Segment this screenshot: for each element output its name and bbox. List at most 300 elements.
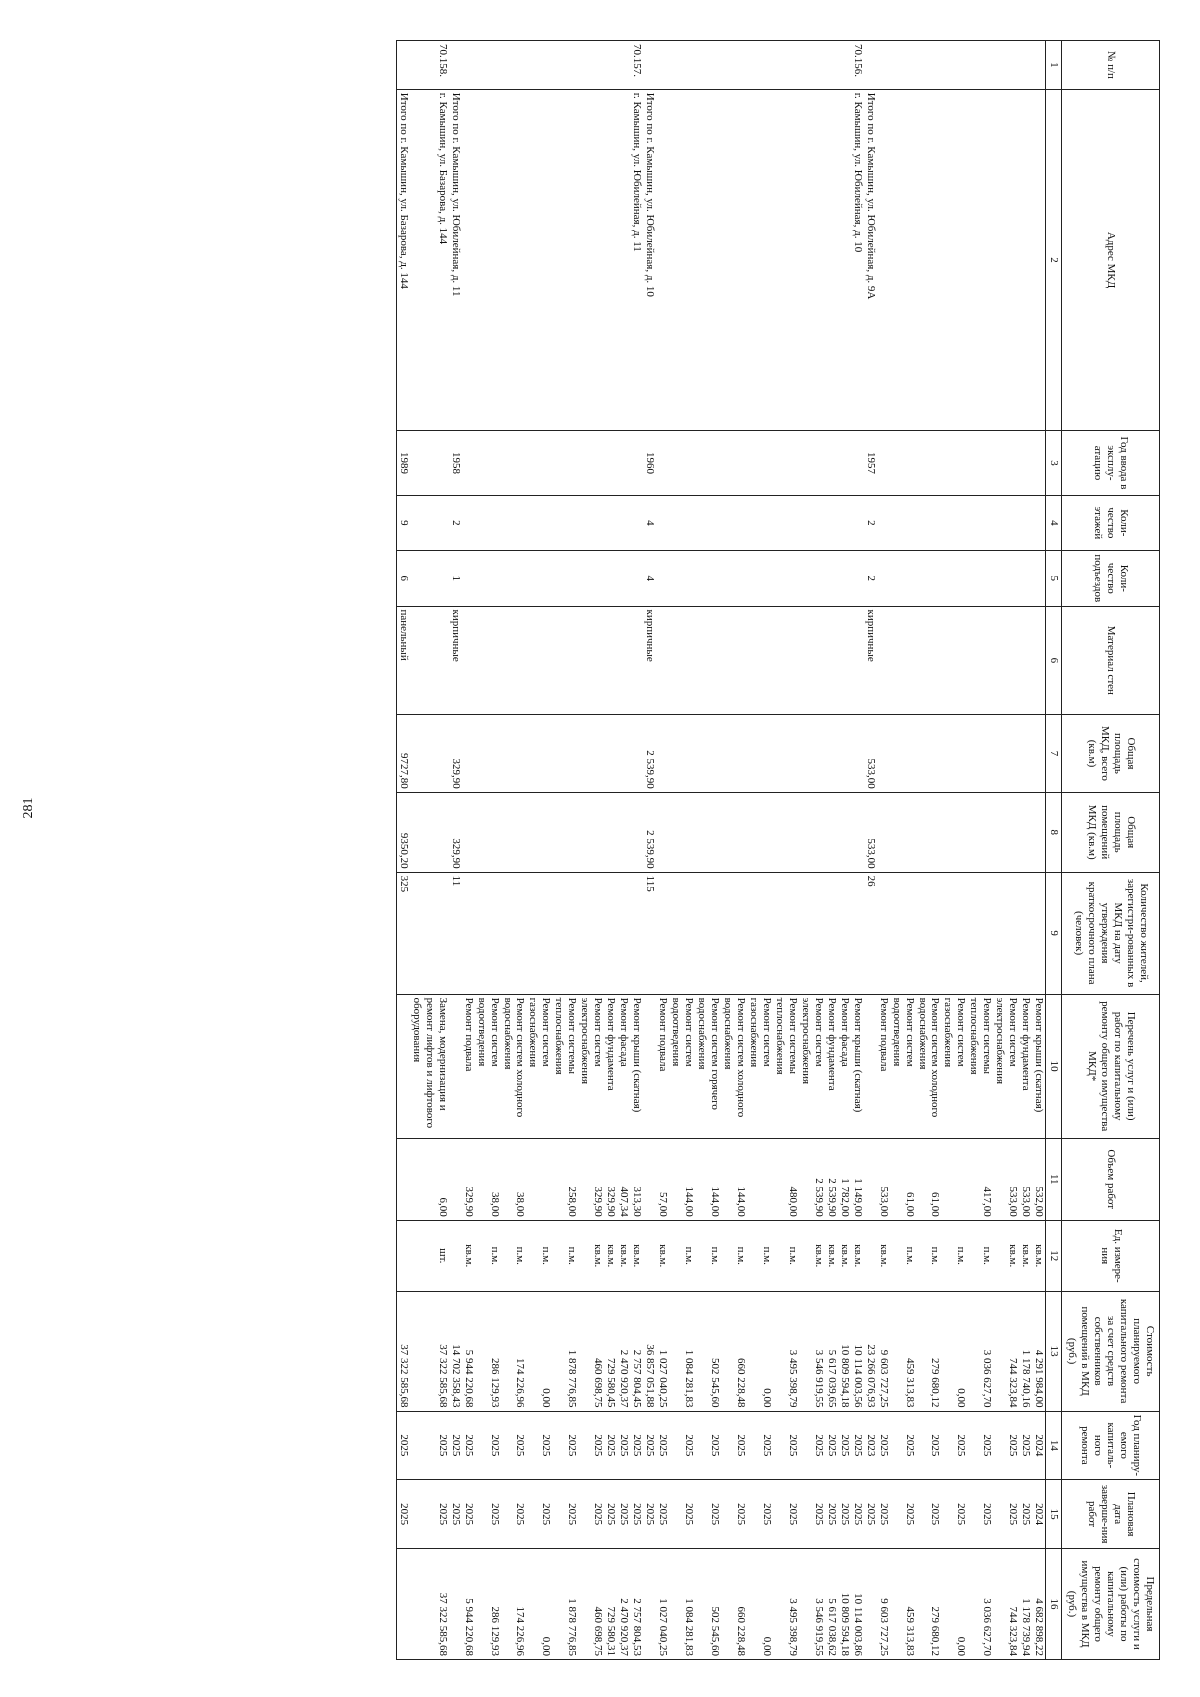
table-cell-col14: 2025 xyxy=(916,1411,942,1480)
table-cell-col16: 1 027 040,25 xyxy=(656,1549,669,1660)
table-cell-col14: 2025 xyxy=(656,1411,669,1480)
column-number: 11 xyxy=(1046,1138,1062,1220)
table-cell-col13: 0,00 xyxy=(527,1291,553,1411)
table-cell-col15: 2024 xyxy=(1032,1480,1045,1549)
table-cell-col1 xyxy=(552,41,578,90)
table-cell-col13: 286 129,93 xyxy=(475,1291,501,1411)
column-number: 1 xyxy=(1046,41,1062,90)
table-cell-col13: 660 228,48 xyxy=(721,1291,747,1411)
table-row xyxy=(475,41,501,1660)
table-cell-col1 xyxy=(449,41,462,90)
table-cell-col11: 144,00 xyxy=(695,1138,721,1220)
table-cell-col13: 729 580,45 xyxy=(604,1291,617,1411)
column-number: 4 xyxy=(1046,495,1062,550)
table-cell-col16: 2 757 804,53 xyxy=(630,1549,643,1660)
table-cell-col12: п.м. xyxy=(527,1220,553,1291)
table-cell-col3: 1989 xyxy=(396,431,409,495)
table-cell-col6 xyxy=(1032,606,1045,715)
table-cell-col7 xyxy=(669,715,695,793)
table-cell-col11 xyxy=(864,1138,877,1220)
table-cell-col9 xyxy=(942,872,968,994)
table-cell-col13: 10 809 594,18 xyxy=(838,1291,851,1411)
table-cell-col8 xyxy=(1032,792,1045,872)
table-cell-col8 xyxy=(475,792,501,872)
table-cell-col5 xyxy=(721,551,747,606)
table-cell-col8 xyxy=(578,792,604,872)
table-cell-col11: 144,00 xyxy=(669,1138,695,1220)
column-header: Количество жителей, зарегистри-рованных в МКД на дату утверждения краткосрочного плана (человек) xyxy=(1062,872,1160,994)
table-cell-col12: п.м. xyxy=(669,1220,695,1291)
table-cell-col8 xyxy=(890,792,916,872)
table-cell-col9 xyxy=(967,872,993,994)
column-number: 10 xyxy=(1046,994,1062,1138)
table-cell-col16: 3 036 627,70 xyxy=(967,1549,993,1660)
table-cell-col6: кирпичные xyxy=(643,606,656,715)
table-cell-col16: 279 680,12 xyxy=(916,1549,942,1660)
table-cell-col12 xyxy=(396,1220,409,1291)
table-cell-col4: 4 xyxy=(643,495,656,550)
table-cell-col14: 2025 xyxy=(993,1411,1019,1480)
table-cell-col13: 459 313,83 xyxy=(890,1291,916,1411)
table-cell-col10: Ремонт систем горячего водоснабжения xyxy=(695,994,721,1138)
table-cell-col15: 2025 xyxy=(942,1480,968,1549)
table-cell-col10 xyxy=(396,994,409,1138)
table-cell-col1 xyxy=(799,41,825,90)
table-cell-col9 xyxy=(475,872,501,994)
table-cell-col4 xyxy=(578,495,604,550)
table-row xyxy=(967,41,993,1660)
table-cell-col16: 10 809 594,18 xyxy=(838,1549,851,1660)
table-row xyxy=(656,41,669,1660)
table-cell-col15: 2025 xyxy=(501,1480,527,1549)
table-cell-col14: 2025 xyxy=(825,1411,838,1480)
table-cell-col14: 2025 xyxy=(877,1411,890,1480)
table-cell-col13: 460 698,75 xyxy=(578,1291,604,1411)
column-number: 2 xyxy=(1046,89,1062,431)
table-cell-col3: 1957 xyxy=(864,431,877,495)
table-cell-col7: 329,90 xyxy=(449,715,462,793)
table-row xyxy=(410,41,449,1660)
table-cell-col4 xyxy=(747,495,773,550)
table-cell-col8 xyxy=(942,792,968,872)
table-cell-col12 xyxy=(449,1220,462,1291)
table-cell-col6 xyxy=(630,606,643,715)
table-cell-col9 xyxy=(773,872,799,994)
table-cell-col4 xyxy=(527,495,553,550)
table-row xyxy=(916,41,942,1660)
table-cell-col3 xyxy=(890,431,916,495)
table-cell-col12: п.м. xyxy=(916,1220,942,1291)
table-cell-col5 xyxy=(838,551,851,606)
table-cell-col10: Ремонт подвала xyxy=(877,994,890,1138)
table-cell-col14: 2025 xyxy=(1019,1411,1032,1480)
table-header-row xyxy=(1062,41,1160,1660)
table-cell-col14: 2025 xyxy=(967,1411,993,1480)
table-cell-col13: 3 546 919,55 xyxy=(799,1291,825,1411)
table-row xyxy=(617,41,630,1660)
table-cell-col1 xyxy=(864,41,877,90)
table-cell-col2 xyxy=(825,89,838,431)
table-cell-col15: 2025 xyxy=(851,1480,864,1549)
table-row xyxy=(721,41,747,1660)
table-cell-col13: 4 291 984,00 xyxy=(1032,1291,1045,1411)
table-cell-col5 xyxy=(578,551,604,606)
table-cell-col15: 2025 xyxy=(838,1480,851,1549)
table-cell-col10: Ремонт систем холодного водоснабжения xyxy=(721,994,747,1138)
table-cell-col15: 2025 xyxy=(825,1480,838,1549)
table-cell-col14: 2025 xyxy=(552,1411,578,1480)
table-cell-col6 xyxy=(838,606,851,715)
table-cell-col10: Ремонт крыши (скатная) xyxy=(1032,994,1045,1138)
table-cell-col7 xyxy=(838,715,851,793)
table-cell-col3 xyxy=(695,431,721,495)
table-cell-col15: 2025 xyxy=(410,1480,449,1549)
table-cell-col15: 2025 xyxy=(643,1480,656,1549)
table-cell-col2: Итого по г. Камышин, ул. Юбилейная, д. 10 xyxy=(643,89,656,431)
table-cell-col12: п.м. xyxy=(721,1220,747,1291)
table-cell-col6 xyxy=(578,606,604,715)
table-cell-col12: шт. xyxy=(410,1220,449,1291)
table-row xyxy=(851,41,864,1660)
table-cell-col1 xyxy=(501,41,527,90)
table-cell-col8 xyxy=(527,792,553,872)
table-cell-col11: 258,00 xyxy=(552,1138,578,1220)
table-cell-col10: Ремонт фасада xyxy=(617,994,630,1138)
table-cell-col16: 1 084 281,83 xyxy=(669,1549,695,1660)
table-cell-col4 xyxy=(617,495,630,550)
column-number: 13 xyxy=(1046,1291,1062,1411)
table-cell-col2 xyxy=(942,89,968,431)
table-cell-col4 xyxy=(967,495,993,550)
table-cell-col9 xyxy=(851,872,864,994)
table-cell-col11: 2 539,90 xyxy=(825,1138,838,1220)
table-cell-col13: 0,00 xyxy=(747,1291,773,1411)
table-cell-col5 xyxy=(501,551,527,606)
table-cell-col12: кв.м. xyxy=(578,1220,604,1291)
table-cell-col2: г. Камышин, ул. Юбилейная, д. 11 xyxy=(630,89,643,431)
table-cell-col16: 0,00 xyxy=(942,1549,968,1660)
table-cell-col7 xyxy=(942,715,968,793)
table-cell-col16: 37 322 585,68 xyxy=(410,1549,449,1660)
table-cell-col2: г. Камышин, ул. Базарова, д. 144 xyxy=(410,89,449,431)
table-cell-col1 xyxy=(838,41,851,90)
table-cell-col9 xyxy=(890,872,916,994)
table-cell-col5 xyxy=(993,551,1019,606)
table-cell-col13: 14 702 358,43 xyxy=(449,1291,462,1411)
table-cell-col11: 144,00 xyxy=(721,1138,747,1220)
table-cell-col10 xyxy=(643,994,656,1138)
table-cell-col12: кв.м. xyxy=(604,1220,617,1291)
table-cell-col4 xyxy=(721,495,747,550)
table-cell-col10: Ремонт систем холодного водоснабжения xyxy=(501,994,527,1138)
table-cell-col6 xyxy=(475,606,501,715)
table-cell-col12: п.м. xyxy=(695,1220,721,1291)
table-cell-col6 xyxy=(890,606,916,715)
table-cell-col11: 61,00 xyxy=(916,1138,942,1220)
table-cell-col8 xyxy=(825,792,838,872)
table-cell-col7 xyxy=(851,715,864,793)
table-cell-col6 xyxy=(877,606,890,715)
column-number: 12 xyxy=(1046,1220,1062,1291)
table-cell-col13: 23 266 076,93 xyxy=(864,1291,877,1411)
table-cell-col14: 2025 xyxy=(890,1411,916,1480)
table-cell-col10: Замена, модернизация и ремонт лифтов и лифтового оборудования xyxy=(410,994,449,1138)
table-cell-col11: 38,00 xyxy=(475,1138,501,1220)
table-cell-col3 xyxy=(604,431,617,495)
table-cell-col6 xyxy=(942,606,968,715)
table-cell-col4 xyxy=(799,495,825,550)
table-cell-col12: кв.м. xyxy=(630,1220,643,1291)
table-cell-col6 xyxy=(799,606,825,715)
table-cell-col1: 70.158. xyxy=(410,41,449,90)
table-cell-col11: 407,34 xyxy=(617,1138,630,1220)
table-cell-col9 xyxy=(838,872,851,994)
table-cell-col12: кв.м. xyxy=(1019,1220,1032,1291)
table-cell-col14: 2025 xyxy=(773,1411,799,1480)
table-row xyxy=(942,41,968,1660)
table-row xyxy=(877,41,890,1660)
table-cell-col15: 2025 xyxy=(669,1480,695,1549)
table-cell-col5 xyxy=(669,551,695,606)
table-row xyxy=(838,41,851,1660)
column-header: Общая площадь МКД, всего (кв.м) xyxy=(1062,715,1160,793)
table-cell-col3 xyxy=(838,431,851,495)
table-cell-col6 xyxy=(773,606,799,715)
table-cell-col8 xyxy=(916,792,942,872)
table-cell-col12: кв.м. xyxy=(1032,1220,1045,1291)
column-header: Плановая дата заверше-ния работ xyxy=(1062,1480,1160,1549)
table-cell-col1 xyxy=(656,41,669,90)
table-row xyxy=(890,41,916,1660)
table-cell-col11: 533,00 xyxy=(1019,1138,1032,1220)
table-cell-col5 xyxy=(410,551,449,606)
table-cell-col7 xyxy=(462,715,475,793)
table-cell-col14: 2025 xyxy=(838,1411,851,1480)
table-cell-col4: 9 xyxy=(396,495,409,550)
table-cell-col3 xyxy=(916,431,942,495)
table-cell-col11: 329,90 xyxy=(462,1138,475,1220)
table-cell-col15: 2025 xyxy=(993,1480,1019,1549)
table-cell-col16: 729 580,31 xyxy=(604,1549,617,1660)
table-cell-col2 xyxy=(916,89,942,431)
table-cell-col10: Ремонт фундамента xyxy=(604,994,617,1138)
table-cell-col7 xyxy=(656,715,669,793)
table-cell-col3 xyxy=(1032,431,1045,495)
table-cell-col7 xyxy=(877,715,890,793)
table-cell-col7 xyxy=(747,715,773,793)
table-cell-col4 xyxy=(942,495,968,550)
table-cell-col8 xyxy=(851,792,864,872)
table-cell-col4 xyxy=(669,495,695,550)
table-row xyxy=(1032,41,1045,1660)
table-cell-col7 xyxy=(475,715,501,793)
column-header: Стоимость планируемого капитального ремонта за счет средств собственников помещений в МКД (руб.) xyxy=(1062,1291,1160,1411)
table-cell-col2: Итого по г. Камышин, ул. Базарова, д. 144 xyxy=(396,89,409,431)
table-cell-col9 xyxy=(721,872,747,994)
table-cell-col10: Ремонт систем водоотведения xyxy=(669,994,695,1138)
table-cell-col13: 1 027 040,25 xyxy=(656,1291,669,1411)
table-cell-col8: 9350,20 xyxy=(396,792,409,872)
table-cell-col8 xyxy=(695,792,721,872)
table-cell-col3: 1958 xyxy=(449,431,462,495)
table-cell-col3 xyxy=(942,431,968,495)
table-row xyxy=(643,41,656,1660)
table-cell-col5 xyxy=(1032,551,1045,606)
table-cell-col8 xyxy=(669,792,695,872)
table-row xyxy=(669,41,695,1660)
table-cell-col9 xyxy=(656,872,669,994)
table-cell-col4 xyxy=(552,495,578,550)
table-cell-col7 xyxy=(890,715,916,793)
table-cell-col5 xyxy=(527,551,553,606)
table-cell-col9 xyxy=(877,872,890,994)
table-cell-col1 xyxy=(825,41,838,90)
table-cell-col13: 5 617 039,65 xyxy=(825,1291,838,1411)
table-cell-col2 xyxy=(890,89,916,431)
table-cell-col5: 4 xyxy=(643,551,656,606)
table-cell-col2 xyxy=(552,89,578,431)
table-cell-col9 xyxy=(695,872,721,994)
table-cell-col7 xyxy=(916,715,942,793)
table-cell-col1 xyxy=(916,41,942,90)
table-cell-col8 xyxy=(967,792,993,872)
table-cell-col3 xyxy=(410,431,449,495)
table-cell-col6 xyxy=(552,606,578,715)
column-number: 7 xyxy=(1046,715,1062,793)
column-number-row xyxy=(1046,41,1062,1660)
table-row xyxy=(993,41,1019,1660)
table-cell-col8 xyxy=(410,792,449,872)
table-cell-col10: Ремонт систем газоснабжения xyxy=(942,994,968,1138)
table-cell-col15: 2025 xyxy=(877,1480,890,1549)
table-cell-col1 xyxy=(695,41,721,90)
table-cell-col3 xyxy=(877,431,890,495)
table-cell-col4 xyxy=(410,495,449,550)
table-cell-col16: 9 603 727,25 xyxy=(877,1549,890,1660)
table-cell-col14: 2025 xyxy=(527,1411,553,1480)
capital-repair-table xyxy=(396,40,1160,1660)
table-cell-col8 xyxy=(462,792,475,872)
table-row xyxy=(396,41,409,1660)
column-number: 16 xyxy=(1046,1549,1062,1660)
column-header: Предельная стоимость услуги и (или) работы по капитальному ремонту общего имущества в МКД (руб.) xyxy=(1062,1549,1160,1660)
table-cell-col6 xyxy=(1019,606,1032,715)
table-cell-col11: 6,00 xyxy=(410,1138,449,1220)
table-row xyxy=(552,41,578,1660)
column-header: Материал стен xyxy=(1062,606,1160,715)
table-cell-col15: 2025 xyxy=(1019,1480,1032,1549)
table-cell-col12: п.м. xyxy=(552,1220,578,1291)
table-cell-col16: 460 698,75 xyxy=(578,1549,604,1660)
table-cell-col9: 325 xyxy=(396,872,409,994)
table-cell-col1 xyxy=(527,41,553,90)
table-cell-col8 xyxy=(877,792,890,872)
table-cell-col11: 38,00 xyxy=(501,1138,527,1220)
table-cell-col15: 2025 xyxy=(578,1480,604,1549)
table-cell-col11: 313,30 xyxy=(630,1138,643,1220)
table-cell-col1 xyxy=(578,41,604,90)
table-cell-col2 xyxy=(838,89,851,431)
table-cell-col10: Ремонт подвала xyxy=(462,994,475,1138)
table-cell-col16: 174 226,96 xyxy=(501,1549,527,1660)
table-cell-col13: 174 226,96 xyxy=(501,1291,527,1411)
table-cell-col3 xyxy=(475,431,501,495)
table-cell-col1 xyxy=(1032,41,1045,90)
table-cell-col13: 5 944 220,68 xyxy=(462,1291,475,1411)
table-cell-col11: 57,00 xyxy=(656,1138,669,1220)
table-cell-col7 xyxy=(630,715,643,793)
table-cell-col1 xyxy=(773,41,799,90)
table-cell-col2 xyxy=(604,89,617,431)
table-cell-col12: п.м. xyxy=(501,1220,527,1291)
table-cell-col7: 2 539,90 xyxy=(643,715,656,793)
table-cell-col11 xyxy=(643,1138,656,1220)
table-row xyxy=(604,41,617,1660)
table-cell-col2 xyxy=(578,89,604,431)
table-cell-col14: 2025 xyxy=(604,1411,617,1480)
table-cell-col13: 37 322 585,68 xyxy=(410,1291,449,1411)
table-cell-col15: 2025 xyxy=(604,1480,617,1549)
column-number: 8 xyxy=(1046,792,1062,872)
table-cell-col14: 2025 xyxy=(942,1411,968,1480)
table-cell-col14: 2025 xyxy=(462,1411,475,1480)
table-cell-col7: 533,00 xyxy=(864,715,877,793)
table-cell-col1 xyxy=(669,41,695,90)
table-cell-col4 xyxy=(916,495,942,550)
table-cell-col16: 459 313,83 xyxy=(890,1549,916,1660)
table-row xyxy=(747,41,773,1660)
table-cell-col2 xyxy=(669,89,695,431)
table-row xyxy=(462,41,475,1660)
table-cell-col15: 2025 xyxy=(864,1480,877,1549)
table-cell-col6: панельный xyxy=(396,606,409,715)
table-cell-col14: 2025 xyxy=(643,1411,656,1480)
table-cell-col7 xyxy=(1032,715,1045,793)
table-cell-col7 xyxy=(825,715,838,793)
table-cell-col11: 2 539,90 xyxy=(799,1138,825,1220)
table-cell-col5 xyxy=(916,551,942,606)
table-cell-col3: 1960 xyxy=(643,431,656,495)
table-cell-col13: 279 680,12 xyxy=(916,1291,942,1411)
table-cell-col8 xyxy=(630,792,643,872)
table-cell-col16: 0,00 xyxy=(527,1549,553,1660)
table-cell-col9 xyxy=(630,872,643,994)
table-cell-col4 xyxy=(993,495,1019,550)
table-cell-col13: 36 857 051,88 xyxy=(643,1291,656,1411)
table-cell-col2: г. Камышин, ул. Юбилейная, д. 10 xyxy=(851,89,864,431)
table-cell-col3 xyxy=(617,431,630,495)
table-cell-col3 xyxy=(552,431,578,495)
table-cell-col8 xyxy=(838,792,851,872)
table-row xyxy=(773,41,799,1660)
table-cell-col4 xyxy=(1019,495,1032,550)
table-row xyxy=(799,41,825,1660)
table-row xyxy=(501,41,527,1660)
table-cell-col13: 1 178 740,16 xyxy=(1019,1291,1032,1411)
table-cell-col3 xyxy=(501,431,527,495)
table-cell-col7 xyxy=(993,715,1019,793)
table-cell-col9 xyxy=(501,872,527,994)
table-cell-col10: Ремонт систем газоснабжения xyxy=(747,994,773,1138)
table-cell-col8 xyxy=(1019,792,1032,872)
table-cell-col7 xyxy=(773,715,799,793)
table-cell-col10: Ремонт систем электроснабжения xyxy=(578,994,604,1138)
table-cell-col10: Ремонт крыши (скатная) xyxy=(630,994,643,1138)
table-cell-col14: 2025 xyxy=(695,1411,721,1480)
table-cell-col9 xyxy=(993,872,1019,994)
table-cell-col16: 5 617 038,62 xyxy=(825,1549,838,1660)
table-cell-col14: 2025 xyxy=(799,1411,825,1480)
